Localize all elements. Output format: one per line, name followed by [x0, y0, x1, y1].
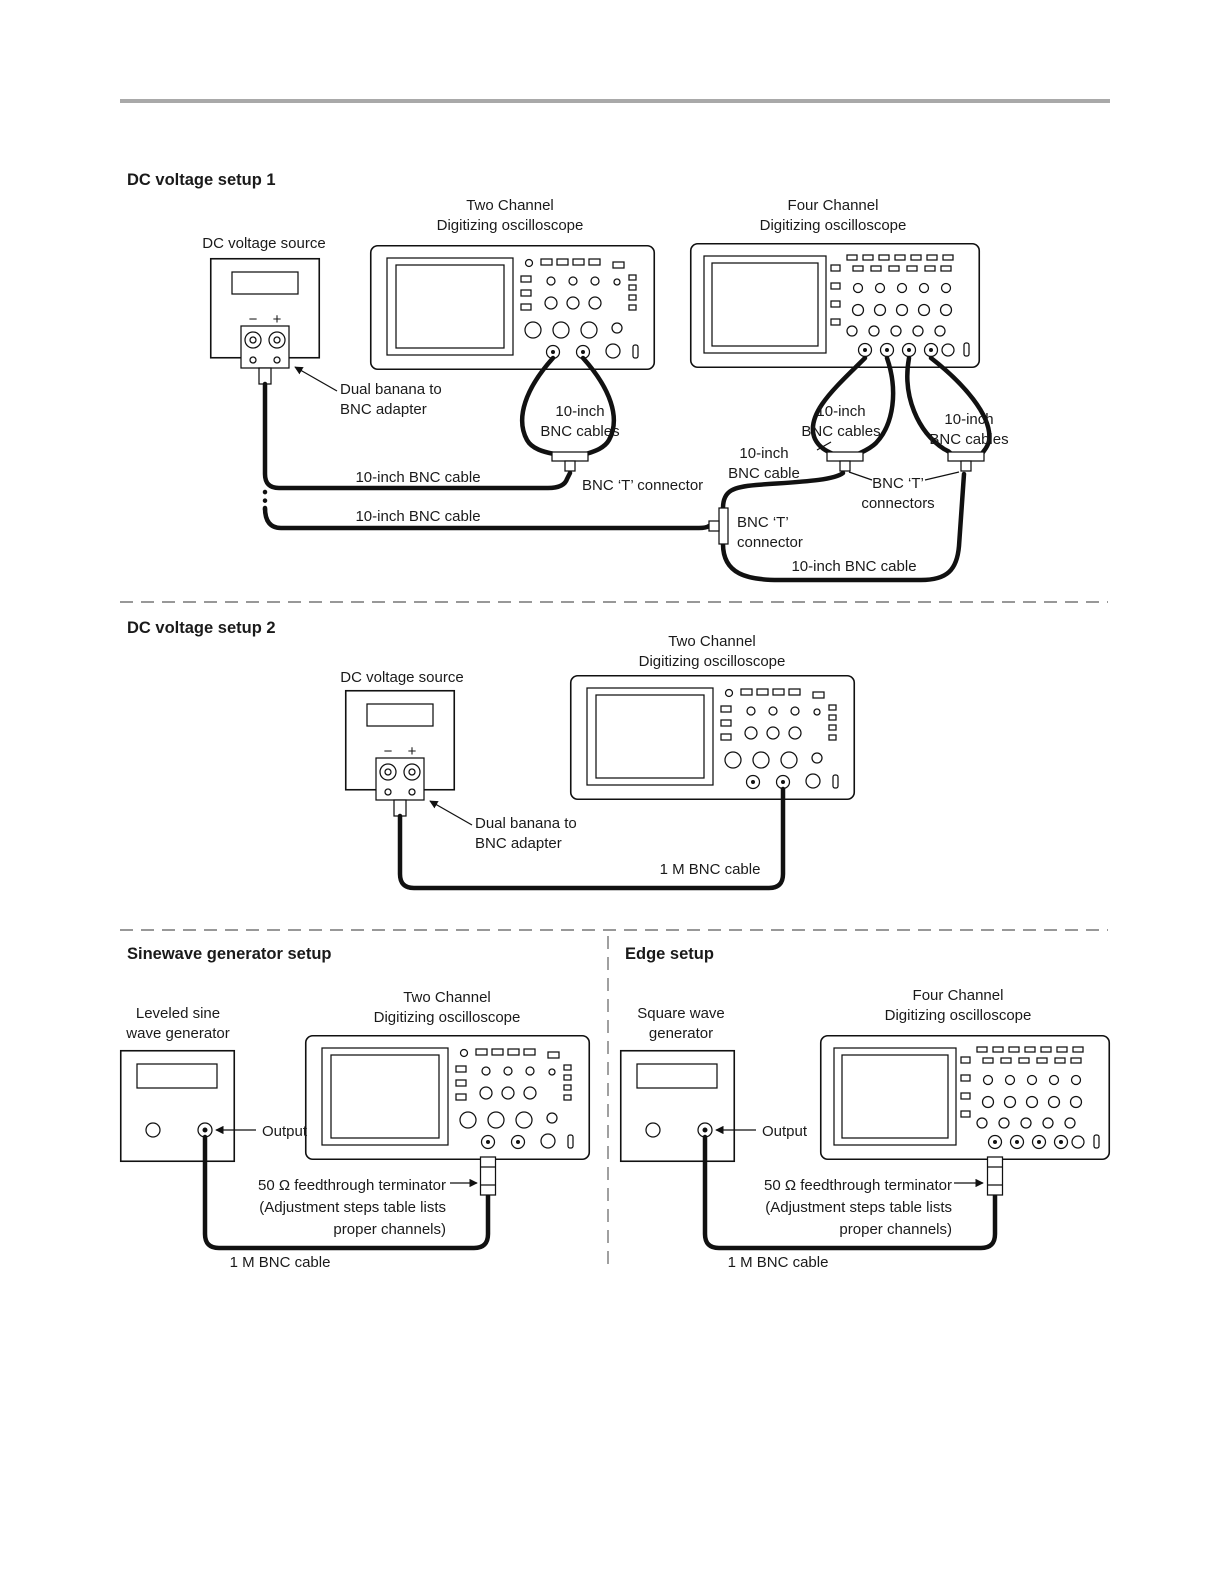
label-line: BNC cable — [728, 465, 800, 482]
t-connector-label-2 — [737, 513, 803, 553]
plus-sign-1: + — [272, 311, 282, 328]
label-line: BNC ‘T’ — [737, 514, 789, 531]
dc-voltage-source-1 — [211, 259, 320, 384]
label-line: BNC adapter — [340, 401, 427, 418]
bnc-cable-label-c: 10-inch BNC cable — [791, 558, 917, 575]
dual-banana-arrow-2 — [430, 801, 472, 825]
bnc-t-connector-2 — [709, 508, 728, 544]
minus-sign-1: − — [248, 311, 258, 328]
two-channel-oscilloscope-1 — [371, 246, 655, 370]
label-line: 50 Ω feedthrough terminator — [764, 1177, 952, 1194]
four-channel-oscilloscope-1 — [691, 244, 980, 368]
dc-voltage-source-2 — [346, 691, 455, 816]
scope2-caption-1 — [437, 196, 584, 236]
label-line: Dual banana to — [475, 815, 577, 832]
square-generator-caption — [637, 1004, 725, 1044]
label-line: (Adjustment steps table lists — [765, 1199, 952, 1216]
label-line: connectors — [861, 495, 935, 512]
edge-title: Edge setup — [625, 945, 714, 963]
label-line: BNC adapter — [475, 835, 562, 852]
caption-line: wave generator — [126, 1025, 230, 1042]
caption-line: Two Channel — [668, 633, 756, 650]
output-label-1: Output — [262, 1123, 308, 1140]
dc-source-caption-2: DC voltage source — [340, 669, 464, 686]
caption-line: generator — [648, 1025, 714, 1042]
label-line: BNC cables — [801, 423, 881, 440]
bnc-cables-label-scope2 — [540, 402, 619, 442]
caption-line: Square wave — [637, 1005, 725, 1022]
four-channel-oscilloscope-2 — [821, 1036, 1110, 1160]
two-channel-oscilloscope-3 — [306, 1036, 590, 1160]
bnc-cable-1m-label-edge: 1 M BNC cable — [727, 1254, 829, 1271]
label-line: (Adjustment steps table lists — [259, 1199, 446, 1216]
sine-title: Sinewave generator setup — [127, 945, 332, 963]
terminator-label-2 — [764, 1175, 952, 1241]
label-line: 50 Ω feedthrough terminator — [258, 1177, 446, 1194]
bnc-cable-1m-label-sine: 1 M BNC cable — [229, 1254, 331, 1271]
label-line: 10-inch — [944, 411, 994, 428]
label-line: connector — [737, 534, 803, 551]
feedthrough-terminator-1 — [481, 1157, 496, 1195]
setup1-title: DC voltage setup 1 — [127, 171, 276, 189]
label-line: proper channels) — [839, 1221, 952, 1238]
caption-line: Digitizing oscilloscope — [759, 217, 907, 234]
square-wave-generator — [621, 1051, 735, 1162]
bnc-t-connector-4 — [948, 452, 984, 471]
plus-sign-2: + — [407, 743, 417, 760]
top-rule — [120, 99, 1110, 103]
label-line: BNC ‘T’ — [872, 475, 924, 492]
label-line: 10-inch — [555, 403, 605, 420]
label-line: 10-inch — [816, 403, 866, 420]
bnc-cables-label-scope4-left — [801, 402, 880, 442]
scope4-caption-2 — [885, 986, 1032, 1026]
bnc-cable-label-a: 10-inch BNC cable — [355, 469, 481, 486]
sine-wave-generator — [121, 1051, 235, 1162]
t-connector-label-1: BNC ‘T’ connector — [582, 477, 704, 494]
label-line: 10-inch — [739, 445, 789, 462]
caption-line: Digitizing oscilloscope — [436, 217, 584, 234]
dual-banana-arrow-1 — [295, 367, 337, 391]
label-line: Dual banana to — [340, 381, 442, 398]
t-connectors-label — [861, 474, 934, 514]
output-label-2: Output — [762, 1123, 808, 1140]
bnc-cable-label-b: 10-inch BNC cable — [355, 508, 481, 525]
terminator-label-1 — [258, 1175, 446, 1241]
bnc-t-connector-1 — [552, 452, 588, 471]
sine-generator-caption — [126, 1004, 229, 1044]
scope4-caption-1 — [760, 196, 907, 236]
bnc-cable-label-t2-t3 — [728, 444, 800, 484]
setup2-title: DC voltage setup 2 — [127, 619, 276, 637]
dual-banana-label-1 — [340, 380, 442, 420]
bnc-cable-1m-label-setup2: 1 M BNC cable — [659, 861, 761, 878]
bnc-cables-label-scope4-right — [929, 410, 1008, 450]
scope2-caption-2 — [639, 632, 786, 672]
label-line: proper channels) — [333, 1221, 446, 1238]
caption-line: Leveled sine — [135, 1005, 221, 1022]
two-channel-oscilloscope-2 — [571, 676, 855, 800]
feedthrough-terminator-2 — [988, 1157, 1003, 1195]
scope2-caption-3 — [374, 988, 521, 1028]
caption-line: Four Channel — [912, 987, 1004, 1004]
caption-line: Two Channel — [403, 989, 491, 1006]
caption-line: Two Channel — [466, 197, 554, 214]
dc-source-caption-1: DC voltage source — [202, 235, 326, 252]
label-line: BNC cables — [929, 431, 1009, 448]
dual-banana-label-2 — [475, 814, 577, 854]
bnc-t-connector-3 — [827, 452, 863, 471]
bnc-cable-source-to-t2 — [265, 508, 709, 528]
caption-line: Four Channel — [787, 197, 879, 214]
label-line: BNC cables — [540, 423, 620, 440]
caption-line: Digitizing oscilloscope — [884, 1007, 1032, 1024]
caption-line: Digitizing oscilloscope — [638, 653, 786, 670]
caption-line: Digitizing oscilloscope — [373, 1009, 521, 1026]
minus-sign-2: − — [383, 743, 393, 760]
